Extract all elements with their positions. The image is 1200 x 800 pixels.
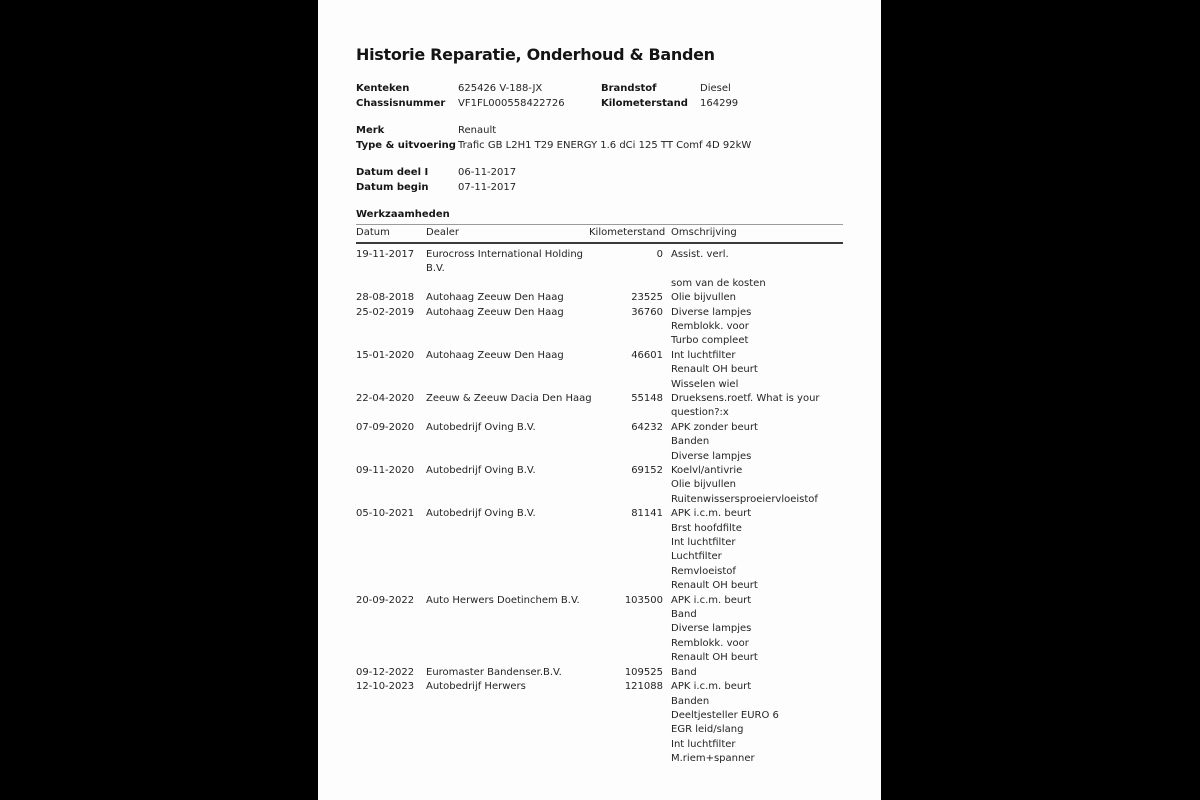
vehicle-id-block bbox=[356, 82, 843, 111]
brandstof-label: Brandstof bbox=[601, 83, 657, 94]
description-line: Band bbox=[671, 666, 697, 678]
dealer-line: Zeeuw & Zeeuw Dacia Den Haag bbox=[426, 392, 592, 404]
kenteken-label: Kenteken bbox=[356, 83, 410, 94]
description-line: Band bbox=[671, 609, 697, 621]
entry-dealer bbox=[426, 306, 589, 349]
chassisnummer-label: Chassisnummer bbox=[356, 97, 446, 109]
entry-date: 09-11-2020 bbox=[356, 465, 415, 476]
description-line: Diverse lampjes bbox=[671, 450, 752, 462]
entry-date: 25-02-2019 bbox=[356, 306, 415, 318]
entry-dealer bbox=[426, 464, 589, 507]
description-line: Remblokk. voor bbox=[671, 637, 749, 649]
entry-descriptions bbox=[663, 507, 843, 593]
entry-descriptions bbox=[663, 464, 843, 507]
brandstof-value: Diesel bbox=[700, 83, 731, 94]
entry-kilometerstand: 36760 bbox=[631, 306, 663, 318]
table-row bbox=[356, 392, 843, 421]
description-line: Diverse lampjes bbox=[671, 623, 752, 635]
datum-begin-label: Datum begin bbox=[356, 181, 429, 193]
table-row bbox=[356, 306, 843, 349]
entry-date: 19-11-2017 bbox=[356, 248, 415, 260]
description-line: Diverse lampjes bbox=[671, 306, 752, 318]
entry-dealer bbox=[426, 507, 589, 593]
page-title: Historie Reparatie, Onderhoud & Banden bbox=[356, 45, 715, 64]
entry-dealer bbox=[426, 291, 589, 305]
entry-date: 05-10-2021 bbox=[356, 508, 415, 520]
entry-date: 22-04-2020 bbox=[356, 392, 415, 404]
table-row bbox=[356, 666, 843, 680]
entry-date: 15-01-2020 bbox=[356, 349, 415, 361]
werkzaamheden-heading: Werkzaamheden bbox=[356, 209, 450, 220]
entry-kilometerstand: 46601 bbox=[631, 349, 663, 361]
description-line: Ruitenwissersproeiervloeistof bbox=[671, 493, 818, 505]
dealer-line: Auto Herwers Doetinchem B.V. bbox=[426, 594, 580, 606]
description-line: EGR leid/slang bbox=[671, 724, 744, 736]
entry-dealer bbox=[426, 349, 589, 392]
entry-date: 20-09-2022 bbox=[356, 594, 415, 606]
description-line: Luchtfilter bbox=[671, 551, 722, 563]
entry-dealer bbox=[426, 680, 589, 766]
vehicle-make-block bbox=[356, 124, 843, 153]
dealer-line: Autohaag Zeeuw Den Haag bbox=[426, 292, 564, 304]
entry-date: 07-09-2020 bbox=[356, 421, 415, 433]
type-uitvoering-label: Type & uitvoering bbox=[356, 139, 456, 151]
table-header bbox=[356, 224, 843, 243]
entry-kilometerstand: 109525 bbox=[624, 666, 663, 678]
table-body bbox=[356, 243, 843, 767]
table-row bbox=[356, 349, 843, 392]
dealer-line: Autohaag Zeeuw Den Haag bbox=[426, 306, 564, 318]
entry-descriptions bbox=[663, 306, 843, 349]
werkzaamheden-table bbox=[356, 224, 843, 767]
entry-descriptions bbox=[663, 666, 843, 680]
merk-value: Renault bbox=[458, 125, 497, 136]
description-line: Remblokk. voor bbox=[671, 320, 749, 332]
dealer-line: Euromaster Bandenser.B.V. bbox=[426, 666, 562, 678]
entry-dealer bbox=[426, 243, 589, 291]
entry-kilometerstand: 121088 bbox=[624, 681, 663, 693]
description-line: Banden bbox=[671, 436, 710, 448]
description-line: Int luchtfilter bbox=[671, 349, 736, 361]
entry-descriptions bbox=[663, 421, 843, 464]
table-row bbox=[356, 243, 843, 291]
description-line: Brst hoofdfilte bbox=[671, 522, 742, 534]
column-header-kilometerstand: Kilometerstand bbox=[589, 224, 663, 243]
description-line: APK zonder beurt bbox=[671, 421, 758, 433]
dealer-line: Autobedrijf Herwers bbox=[426, 681, 526, 693]
table-row bbox=[356, 594, 843, 666]
column-header-dealer: Dealer bbox=[426, 224, 589, 243]
description-line: Assist. verl. bbox=[671, 248, 729, 260]
table-row bbox=[356, 507, 843, 593]
description-line: Renault OH beurt bbox=[671, 580, 758, 592]
description-line: APK i.c.m. beurt bbox=[671, 594, 752, 606]
entry-descriptions bbox=[663, 392, 843, 421]
entry-kilometerstand: 69152 bbox=[631, 465, 663, 476]
entry-date: 28-08-2018 bbox=[356, 292, 415, 304]
merk-label: Merk bbox=[356, 125, 385, 136]
entry-descriptions bbox=[663, 291, 843, 305]
description-line: Drueksens.roetf. What is your bbox=[671, 392, 820, 404]
description-line: Banden bbox=[671, 695, 710, 707]
dealer-line: Autobedrijf Oving B.V. bbox=[426, 421, 536, 433]
vehicle-dates-block bbox=[356, 166, 843, 195]
kilometerstand-label: Kilometerstand bbox=[601, 97, 688, 109]
document-page bbox=[318, 0, 881, 800]
datum-deel-label: Datum deel I bbox=[356, 167, 429, 178]
table-row bbox=[356, 680, 843, 766]
entry-kilometerstand: 55148 bbox=[631, 392, 663, 404]
table-row bbox=[356, 464, 843, 507]
description-line: Wisselen wiel bbox=[671, 378, 739, 390]
type-uitvoering-value: Trafic GB L2H1 T29 ENERGY 1.6 dCi 125 TT Comf 4D 92kW bbox=[458, 139, 752, 151]
description-line: Int luchtfilter bbox=[671, 738, 736, 750]
column-header-datum: Datum bbox=[356, 224, 426, 243]
dealer-line: Autohaag Zeeuw Den Haag bbox=[426, 349, 564, 361]
description-line: som van de kosten bbox=[671, 277, 766, 289]
table-row bbox=[356, 421, 843, 464]
entry-date: 12-10-2023 bbox=[356, 681, 415, 693]
description-line: Int luchtfilter bbox=[671, 537, 736, 549]
entry-descriptions bbox=[663, 243, 843, 291]
entry-descriptions bbox=[663, 594, 843, 666]
datum-deel-value: 06-11-2017 bbox=[458, 167, 517, 178]
description-line: Koelvl/antivrie bbox=[671, 465, 743, 476]
kenteken-value: 625426 V-188-JX bbox=[458, 83, 543, 94]
column-header-omschrijving: Omschrijving bbox=[663, 224, 843, 243]
description-line: Renault OH beurt bbox=[671, 364, 758, 376]
kilometerstand-value: 164299 bbox=[700, 97, 739, 109]
entry-descriptions bbox=[663, 680, 843, 766]
description-line: Olie bijvullen bbox=[671, 479, 736, 491]
description-line: APK i.c.m. beurt bbox=[671, 681, 752, 693]
description-line: M.riem+spanner bbox=[671, 753, 755, 765]
description-line: Turbo compleet bbox=[671, 335, 749, 347]
description-line: Deeltjesteller EURO 6 bbox=[671, 709, 779, 721]
description-line: Renault OH beurt bbox=[671, 652, 758, 664]
dealer-line: Autobedrijf Oving B.V. bbox=[426, 465, 536, 476]
dealer-line: Eurocross International Holding bbox=[426, 248, 584, 260]
description-line: Olie bijvullen bbox=[671, 292, 736, 304]
description-line: APK i.c.m. beurt bbox=[671, 508, 752, 520]
entry-dealer bbox=[426, 666, 589, 680]
entry-dealer bbox=[426, 392, 592, 421]
datum-begin-value: 07-11-2017 bbox=[458, 181, 517, 193]
description-line: question?:x bbox=[671, 407, 729, 419]
table-row bbox=[356, 291, 843, 305]
dealer-line: Autobedrijf Oving B.V. bbox=[426, 508, 536, 520]
entry-descriptions bbox=[663, 349, 843, 392]
chassisnummer-value: VF1FL000558422726 bbox=[458, 97, 565, 109]
entry-kilometerstand: 23525 bbox=[631, 292, 663, 304]
entry-kilometerstand: 103500 bbox=[624, 594, 663, 606]
entry-date: 09-12-2022 bbox=[356, 666, 415, 678]
entry-kilometerstand: 81141 bbox=[631, 508, 663, 520]
description-line: Remvloeistof bbox=[671, 565, 736, 577]
dealer-line: B.V. bbox=[426, 263, 445, 275]
entry-dealer bbox=[426, 421, 589, 464]
description-line bbox=[671, 262, 843, 276]
entry-dealer bbox=[426, 594, 589, 666]
entry-kilometerstand: 0 bbox=[656, 248, 663, 260]
entry-kilometerstand: 64232 bbox=[631, 421, 663, 433]
